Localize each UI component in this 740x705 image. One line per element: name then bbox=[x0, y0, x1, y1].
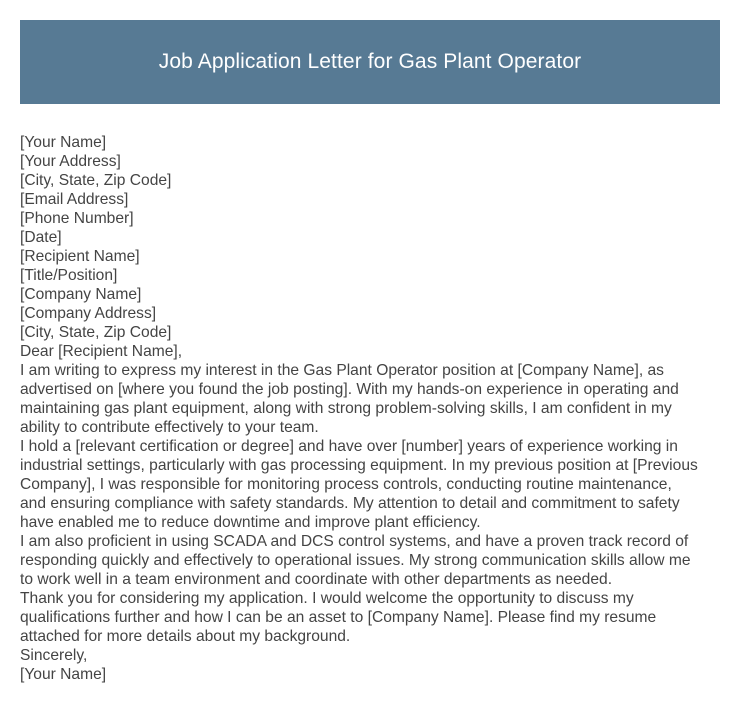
page-title: Job Application Letter for Gas Plant Operator bbox=[158, 50, 582, 73]
paragraph-line: and ensuring compliance with safety standards. My attention to detail and commitment to safety bbox=[20, 495, 680, 512]
sender-name: [Your Name] bbox=[20, 134, 107, 151]
paragraph-intro bbox=[20, 361, 725, 437]
paragraph-line: I am also proficient in using SCADA and DCS control systems, and have a proven track record of bbox=[20, 533, 689, 550]
paragraph-skills bbox=[20, 532, 725, 589]
paragraph-line: advertised on [where you found the job posting]. With my hands-on experience in operating and bbox=[20, 381, 679, 398]
paragraph-line: I hold a [relevant certification or degree] and have over [number] years of experience working in bbox=[20, 438, 678, 455]
recipient-title: [Title/Position] bbox=[20, 267, 118, 284]
paragraph-experience bbox=[20, 437, 725, 532]
paragraph-line: to work well in a team environment and coordinate with other departments as needed. bbox=[20, 571, 613, 588]
paragraph-line: attached for more details about my background. bbox=[20, 628, 351, 645]
recipient-company-address: [Company Address] bbox=[20, 305, 157, 322]
sender-email: [Email Address] bbox=[20, 191, 129, 208]
signature: [Your Name] bbox=[20, 666, 107, 683]
letter-body bbox=[20, 133, 725, 684]
recipient-name: [Recipient Name] bbox=[20, 248, 140, 265]
paragraph-line: ability to contribute effectively to your team. bbox=[20, 419, 319, 436]
sender-address: [Your Address] bbox=[20, 153, 121, 170]
sender-city-state-zip: [City, State, Zip Code] bbox=[20, 172, 172, 189]
recipient-company: [Company Name] bbox=[20, 286, 142, 303]
paragraph-line: industrial settings, particularly with gas processing equipment. In my previous position at [Previous bbox=[20, 457, 698, 474]
sender-block bbox=[20, 133, 725, 247]
recipient-block bbox=[20, 247, 725, 342]
salutation: Dear [Recipient Name], bbox=[20, 343, 183, 360]
paragraph-line: Company], I was responsible for monitoring process controls, conducting routine maintenance, bbox=[20, 476, 672, 493]
paragraph-closing bbox=[20, 589, 725, 646]
paragraph-line: Thank you for considering my application. I would welcome the opportunity to discuss my bbox=[20, 590, 634, 607]
page-header bbox=[20, 20, 720, 104]
closing: Sincerely, bbox=[20, 647, 88, 664]
letter-date: [Date] bbox=[20, 229, 62, 246]
paragraph-line: have enabled me to reduce downtime and improve plant efficiency. bbox=[20, 514, 481, 531]
paragraph-line: maintaining gas plant equipment, along with strong problem-solving skills, I am confident in my bbox=[20, 400, 672, 417]
recipient-city-state-zip: [City, State, Zip Code] bbox=[20, 324, 172, 341]
sender-phone: [Phone Number] bbox=[20, 210, 134, 227]
paragraph-line: responding quickly and effectively to operational issues. My strong communication skills allow me bbox=[20, 552, 691, 569]
paragraph-line: qualifications further and how I can be an asset to [Company Name]. Please find my resume bbox=[20, 609, 657, 626]
paragraph-line: I am writing to express my interest in the Gas Plant Operator position at [Company Name], as bbox=[20, 362, 664, 379]
